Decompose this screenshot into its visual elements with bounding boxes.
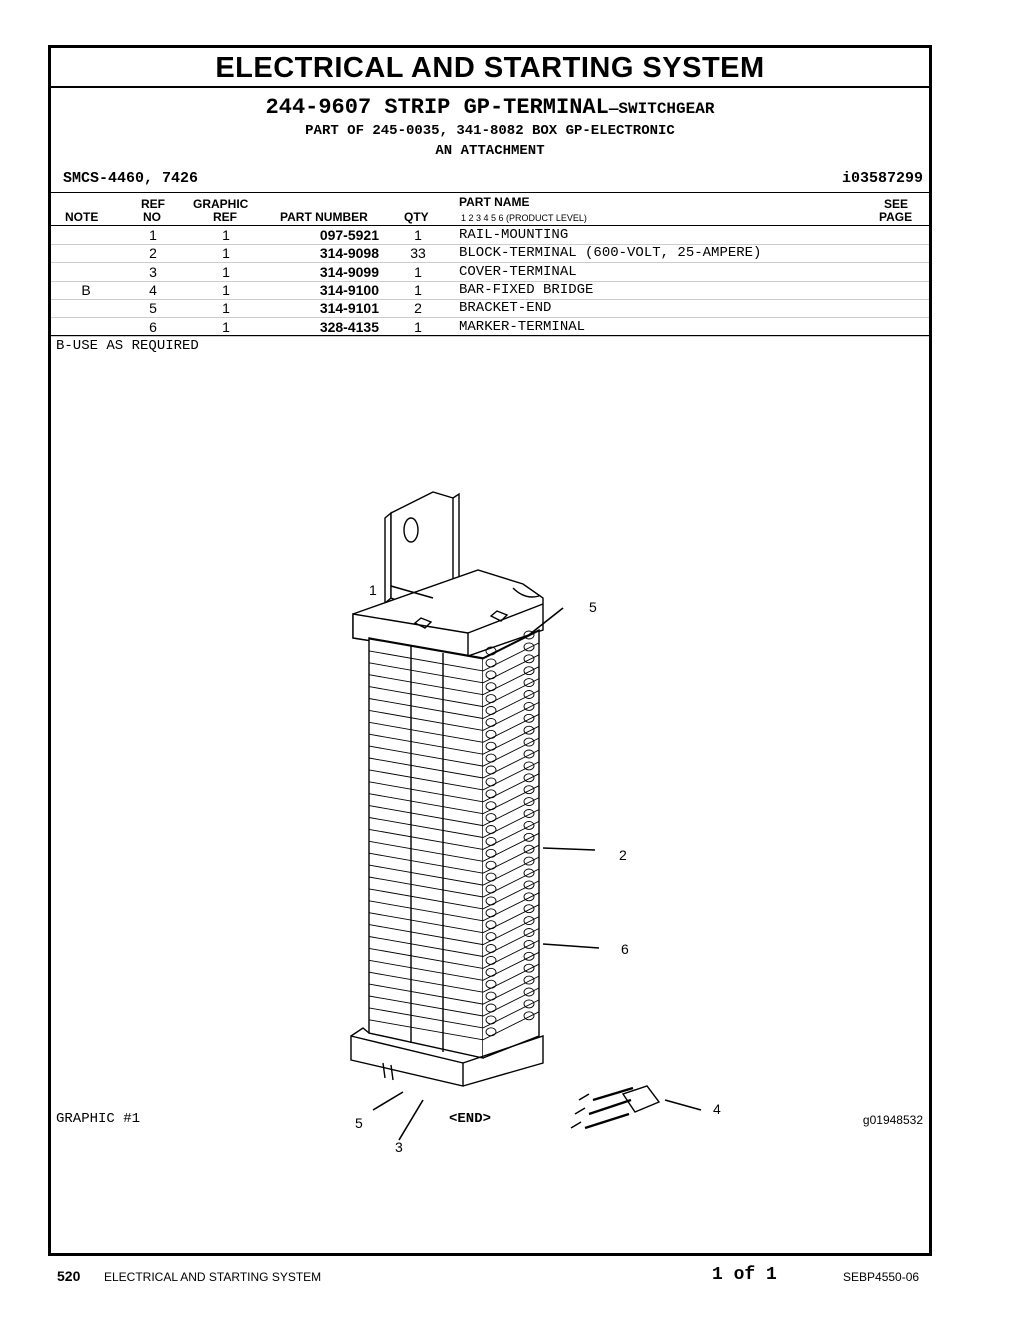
footer-section: ELECTRICAL AND STARTING SYSTEM xyxy=(104,1270,322,1284)
strip-title xyxy=(51,95,929,120)
row-ref-no: 2 xyxy=(149,245,157,262)
callout-5-top: 5 xyxy=(589,599,597,615)
header-ref-top: REF xyxy=(141,197,165,211)
footer-page-number: 520 xyxy=(57,1268,81,1284)
table-row xyxy=(51,281,929,300)
callout-3: 3 xyxy=(395,1139,403,1155)
table-row xyxy=(51,299,929,318)
graphic-id: g01948532 xyxy=(862,1113,923,1127)
note-b: B-USE AS REQUIRED xyxy=(56,338,199,354)
callout-6: 6 xyxy=(621,941,629,957)
table-end-divider xyxy=(51,335,929,336)
row-part-number: 328-4135 xyxy=(319,318,379,335)
callout-4: 4 xyxy=(713,1101,721,1117)
header-qty: QTY xyxy=(404,210,429,224)
header-part-name: PART NAME xyxy=(459,195,530,209)
row-graphic-ref: 1 xyxy=(222,281,230,298)
section-title: ELECTRICAL AND STARTING SYSTEM xyxy=(51,48,929,88)
strip-title-suffix: —SWITCHGEAR xyxy=(608,100,715,118)
row-part-name: BAR-FIXED BRIDGE xyxy=(459,281,594,298)
attachment-line: AN ATTACHMENT xyxy=(435,143,545,159)
header-graphic-bottom: REF xyxy=(213,210,237,224)
divider xyxy=(51,192,929,193)
header-see-top: SEE xyxy=(884,197,909,211)
header-graphic-top: GRAPHIC xyxy=(193,197,249,211)
row-qty: 1 xyxy=(414,263,422,280)
row-graphic-ref: 1 xyxy=(222,245,230,262)
table-row xyxy=(51,318,929,337)
header-see-bottom: PAGE xyxy=(879,210,913,224)
header-product-level: 1 2 3 4 5 6 (PRODUCT LEVEL) xyxy=(461,213,587,223)
row-graphic-ref: 1 xyxy=(222,300,230,317)
callout-2: 2 xyxy=(619,847,627,863)
row-qty: 1 xyxy=(414,227,422,243)
row-part-name: BLOCK-TERMINAL (600-VOLT, 25-AMPERE) xyxy=(459,245,762,262)
header-part-number: PART NUMBER xyxy=(280,210,368,224)
table-row xyxy=(51,244,929,263)
row-qty: 33 xyxy=(410,245,426,262)
table-row xyxy=(51,263,929,282)
row-part-number: 314-9099 xyxy=(319,263,379,280)
row-graphic-ref: 1 xyxy=(222,318,230,335)
row-ref-no: 1 xyxy=(149,227,157,243)
header-ref-bottom: NO xyxy=(143,210,161,224)
row-ref-no: 6 xyxy=(149,318,157,335)
footer-page-of: 1 of 1 xyxy=(712,1265,777,1285)
row-ref-no: 5 xyxy=(149,300,157,317)
callout-5-bottom: 5 xyxy=(355,1115,363,1131)
row-graphic-ref: 1 xyxy=(222,227,230,243)
row-part-name: BRACKET-END xyxy=(459,300,552,317)
illustration-id: i03587299 xyxy=(841,170,923,187)
row-graphic-ref: 1 xyxy=(222,263,230,280)
strip-title-main: 244-9607 STRIP GP-TERMINAL xyxy=(265,95,609,120)
table-row xyxy=(51,226,929,245)
row-part-number: 314-9100 xyxy=(319,281,379,298)
page-frame xyxy=(48,45,932,1256)
row-ref-no: 3 xyxy=(149,263,157,280)
row-qty: 2 xyxy=(414,300,422,317)
row-part-number: 314-9101 xyxy=(319,300,379,317)
row-part-number: 314-9098 xyxy=(319,245,379,262)
row-note: B xyxy=(81,281,91,298)
row-qty: 1 xyxy=(414,281,422,298)
row-qty: 1 xyxy=(414,318,422,335)
row-part-name: MARKER-TERMINAL xyxy=(459,318,586,335)
callout-1: 1 xyxy=(369,582,377,598)
row-part-name: RAIL-MOUNTING xyxy=(459,227,569,243)
end-marker: <END> xyxy=(449,1111,492,1127)
header-note: NOTE xyxy=(65,210,99,224)
row-ref-no: 4 xyxy=(149,281,157,298)
smcs-code: SMCS-4460, 7426 xyxy=(63,170,199,187)
row-part-name: COVER-TERMINAL xyxy=(459,263,577,280)
footer-doc-number: SEBP4550-06 xyxy=(843,1270,920,1284)
part-of-line: PART OF 245-0035, 341-8082 BOX GP-ELECTRONIC xyxy=(305,123,675,139)
row-part-number: 097-5921 xyxy=(319,227,379,243)
graphic-label: GRAPHIC #1 xyxy=(56,1111,141,1127)
